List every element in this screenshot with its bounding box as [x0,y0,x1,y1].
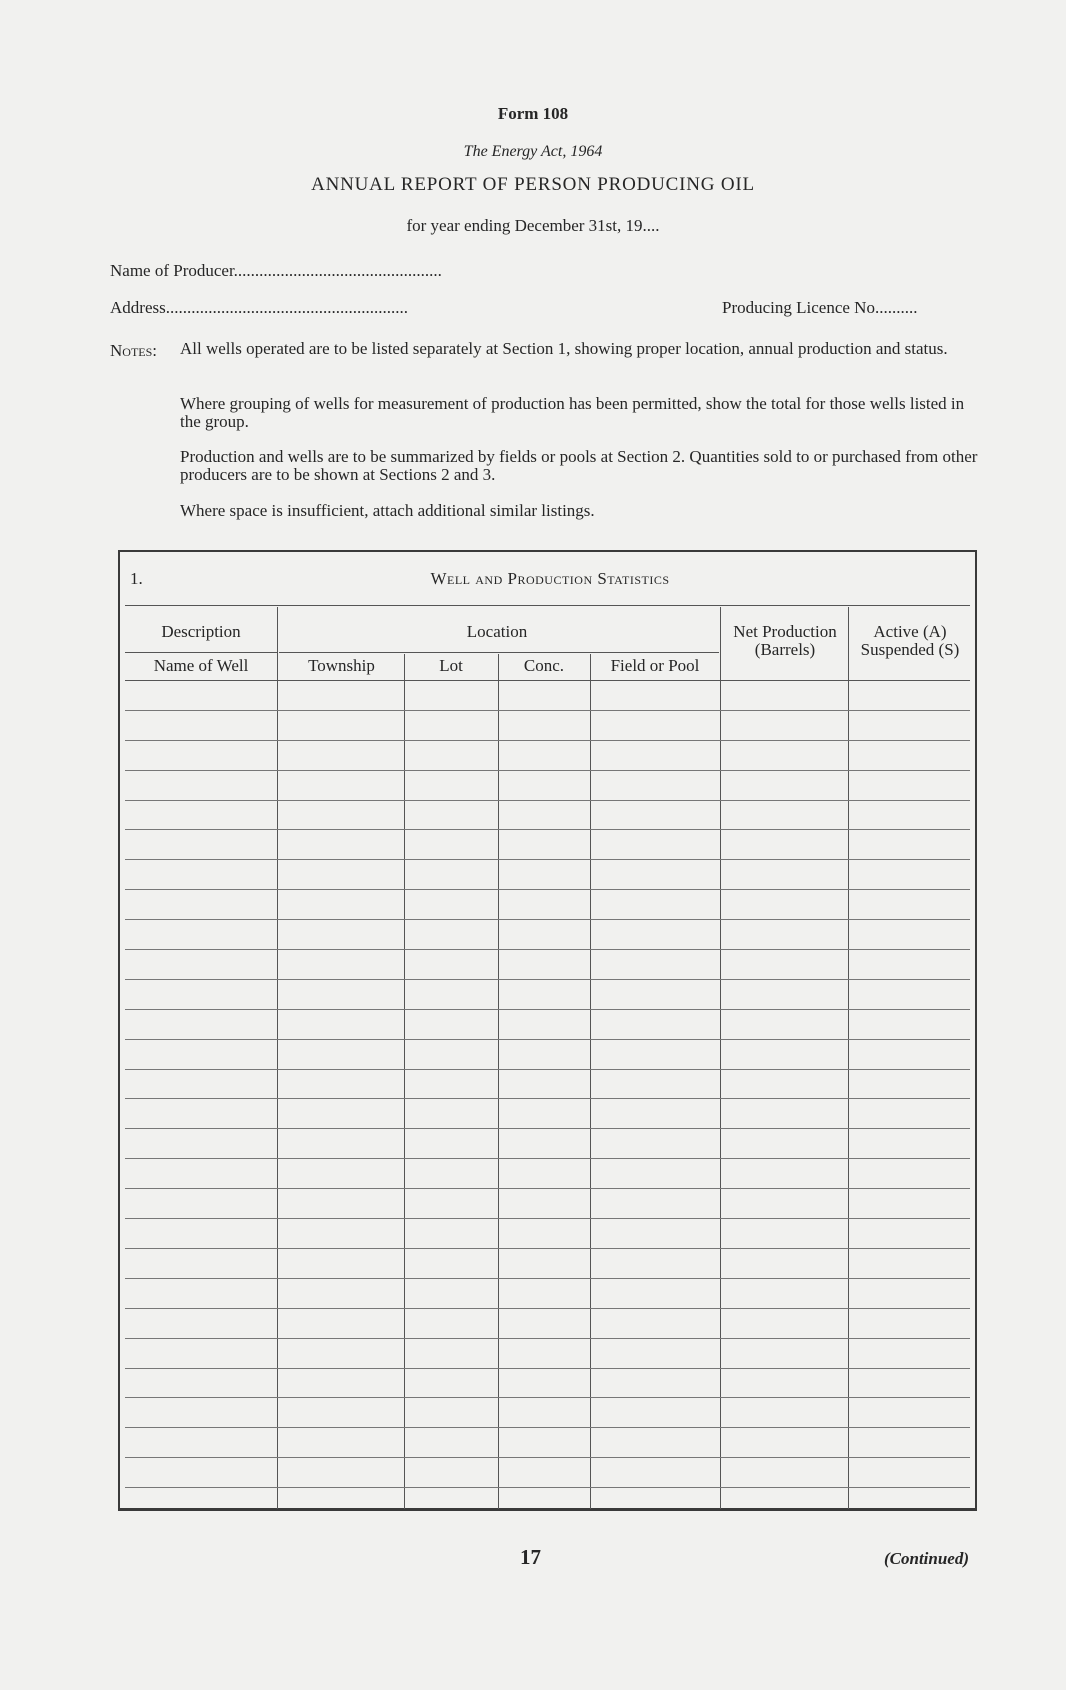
table-row[interactable] [125,979,970,980]
note-item: Production and wells are to be summarized by fields or pools at Section 2. Quantities sold to or purchased from other producers are to be shown at Sections 2 and 3. [180,447,978,484]
act-title: The Energy Act, 1964 [463,143,603,160]
table-row[interactable] [125,1278,970,1279]
table-row[interactable] [125,770,970,771]
table-row[interactable] [125,889,970,890]
page-number: 17 [520,1545,541,1569]
column-header-lot: Lot [439,656,463,675]
table-row[interactable] [125,1368,970,1369]
year-ending-line: for year ending December 31st, 19.... [406,216,660,235]
note-item: Where space is insufficient, attach additional similar listings. [180,501,595,520]
table-row[interactable] [125,1158,970,1159]
column-divider [590,654,591,1509]
location-header: Location [466,622,528,641]
table-row[interactable] [125,740,970,741]
table-row[interactable] [125,1188,970,1189]
table-rule [125,605,970,606]
table-rule [279,652,719,653]
table-rule [125,652,277,653]
column-header-township: Township [308,656,375,675]
table-row[interactable] [125,1397,970,1398]
table-row[interactable] [125,1308,970,1309]
table-row[interactable] [125,1098,970,1099]
table-row[interactable] [125,800,970,801]
notes-label: Notes: [110,341,157,360]
table-rule [125,680,970,681]
column-divider [404,654,405,1509]
column-divider [277,607,278,1509]
producer-name-field[interactable]: Name of Producer................................................. [110,261,442,280]
table-row[interactable] [125,1487,970,1488]
column-header-name-of-well: Name of Well [153,656,249,675]
note-item: All wells operated are to be listed separately at Section 1, showing proper location, annual production and status. [180,339,948,358]
section-title: Well and Production Statistics [430,569,670,588]
table-row[interactable] [125,859,970,860]
section-number: 1. [130,569,143,588]
table-row[interactable] [125,1218,970,1219]
status-header: Active (A) Suspended (S) [860,622,960,659]
table-row[interactable] [125,919,970,920]
table-row[interactable] [125,1248,970,1249]
column-header-conc: Conc. [523,656,565,675]
form-number: Form 108 [497,104,569,123]
table-row[interactable] [125,1069,970,1070]
report-title: ANNUAL REPORT OF PERSON PRODUCING OIL [311,174,755,195]
column-header-field-or-pool: Field or Pool [610,656,700,675]
column-divider [498,654,499,1509]
note-item: Where grouping of wells for measurement of production has been permitted, show the total for those wells listed in the group. [180,394,965,431]
table-row[interactable] [125,1457,970,1458]
table-row[interactable] [125,949,970,950]
table-row[interactable] [125,829,970,830]
column-divider [848,607,849,1509]
description-header: Description [161,622,241,641]
table-row[interactable] [125,1009,970,1010]
net-production-header: Net Production (Barrels) [733,622,837,659]
address-field[interactable]: Address......................................................... [110,298,408,317]
table-row[interactable] [125,1039,970,1040]
table-row[interactable] [125,1338,970,1339]
table-row[interactable] [125,710,970,711]
table-row[interactable] [125,1128,970,1129]
licence-number-field[interactable]: Producing Licence No.......... [722,298,918,317]
continued-label: (Continued) [884,1549,970,1568]
table-row[interactable] [125,1427,970,1428]
column-divider [720,607,721,1509]
